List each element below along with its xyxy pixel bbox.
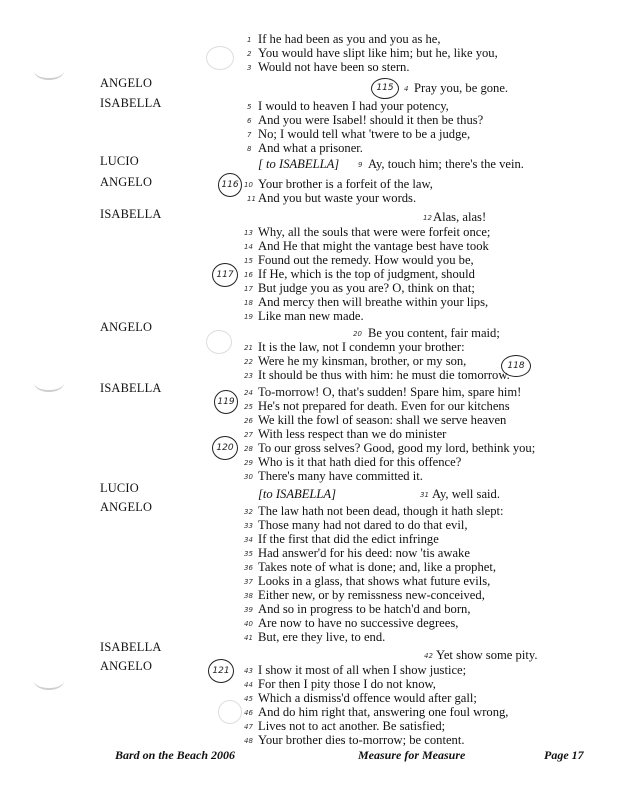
- script-line: [0, 367, 634, 383]
- line-number: 7: [247, 131, 252, 139]
- line-text: No; I would tell what 'twere to be a judge,: [258, 127, 471, 141]
- line-text: He's not prepared for death. Even for our kitchens: [258, 399, 510, 413]
- line-number: 1: [247, 36, 252, 44]
- line-text: Why, all the souls that were were forfeit once;: [258, 225, 491, 239]
- line-text: Those many had not dared to do that evil,: [258, 518, 468, 532]
- line-text: Like man new made.: [258, 309, 364, 323]
- line-ref-circle: 116: [218, 173, 242, 197]
- line-text: Alas, alas!: [433, 210, 487, 224]
- speaker-name: ANGELO: [100, 659, 153, 673]
- line-number: 40: [244, 620, 253, 628]
- line-text: Be you content, fair maid;: [368, 326, 500, 340]
- line-number: 37: [244, 578, 253, 586]
- script-line: [0, 190, 634, 206]
- line-number: 18: [244, 299, 253, 307]
- speaker-name: ISABELLA: [100, 96, 162, 110]
- line-text: If the first that did the edict infringe: [258, 532, 439, 546]
- script-line: [0, 209, 634, 225]
- line-number: 45: [244, 695, 253, 703]
- line-text: The law hath not been dead, though it hath slept:: [258, 504, 504, 518]
- line-text: Lives not to act another. Be satisfied;: [258, 719, 446, 733]
- line-ref-circle: 120: [212, 436, 238, 460]
- line-ref-circle: 118: [501, 355, 531, 377]
- line-text: And you but waste your words.: [258, 191, 417, 205]
- line-number: 17: [244, 285, 253, 293]
- line-text: But judge you as you are? O, think on that;: [258, 281, 475, 295]
- line-text: And He that might the vantage best have took: [258, 239, 489, 253]
- line-text: I would to heaven I had your potency,: [258, 99, 449, 113]
- line-number: 30: [244, 473, 253, 481]
- line-number: 29: [244, 459, 253, 467]
- line-number: 14: [244, 243, 253, 251]
- line-text: And so in progress to be hatch'd and born,: [258, 602, 471, 616]
- speaker-name: LUCIO: [100, 481, 139, 495]
- script-line: [0, 156, 634, 172]
- footer-play-title: Measure for Measure: [358, 748, 466, 762]
- line-number: 27: [244, 431, 253, 439]
- line-number: 31: [420, 491, 429, 499]
- script-line: [0, 80, 634, 96]
- line-number: 20: [353, 330, 362, 338]
- line-number: 43: [244, 667, 253, 675]
- line-text: Looks in a glass, that shows what future evils,: [258, 574, 491, 588]
- speaker-name: ISABELLA: [100, 640, 162, 654]
- line-text: If he had been as you and you as he,: [258, 32, 441, 46]
- line-number: 10: [244, 181, 253, 189]
- line-number: 11: [247, 195, 256, 203]
- line-ref-circle: 119: [214, 390, 238, 414]
- line-text: If He, which is the top of judgment, should: [258, 267, 475, 281]
- line-text: To our gross selves? Good, good my lord, bethink you;: [258, 441, 536, 455]
- line-number: 24: [244, 389, 253, 397]
- line-number: 21: [244, 344, 253, 352]
- line-number: 15: [244, 257, 253, 265]
- line-number: 46: [244, 709, 253, 717]
- speaker-name: ISABELLA: [100, 381, 162, 395]
- line-text: Who is it that hath died for this offence?: [258, 455, 462, 469]
- line-text: To-morrow! O, that's sudden! Spare him, spare him!: [258, 385, 522, 399]
- line-text: Pray you, be gone.: [414, 81, 509, 95]
- script-line: [0, 308, 634, 324]
- script-line: [0, 59, 634, 75]
- line-number: 13: [244, 229, 253, 237]
- line-text: It should be thus with him: he must die tomorrow.: [258, 368, 510, 382]
- line-text: Either new, or by remissness new-conceived,: [258, 588, 485, 602]
- line-number: 2: [247, 50, 252, 58]
- line-text: And mercy then will breathe within your lips,: [258, 295, 489, 309]
- stage-direction: [to ISABELLA]: [258, 487, 337, 501]
- script-line: [0, 468, 634, 484]
- line-number: 38: [244, 592, 253, 600]
- line-text: Would not have been so stern.: [258, 60, 410, 74]
- line-text: Had answer'd for his deed: now 'tis awake: [258, 546, 470, 560]
- line-ref-circle: 115: [371, 78, 399, 99]
- line-number: 32: [244, 508, 253, 516]
- line-number: 6: [247, 117, 252, 125]
- speaker-name: ANGELO: [100, 175, 153, 189]
- line-text: I show it most of all when I show justice;: [258, 663, 467, 677]
- script-line: [0, 732, 634, 748]
- line-text: And what a prisoner.: [258, 141, 363, 155]
- line-number: 28: [244, 445, 253, 453]
- line-number: 22: [244, 358, 253, 366]
- line-number: 16: [244, 271, 253, 279]
- line-text: Takes note of what is done; and, like a prophet,: [258, 560, 496, 574]
- footer-page-number: Page 17: [544, 748, 584, 762]
- line-text: Were he my kinsman, brother, or my son,: [258, 354, 467, 368]
- line-number: 4: [404, 85, 409, 93]
- line-number: 5: [247, 103, 252, 111]
- line-text: But, ere they live, to end.: [258, 630, 386, 644]
- script-line: [0, 647, 634, 663]
- line-number: 39: [244, 606, 253, 614]
- script-line: [0, 629, 634, 645]
- line-text: And do him right that, answering one foul wrong,: [258, 705, 509, 719]
- line-number: 42: [424, 652, 433, 660]
- line-number: 36: [244, 564, 253, 572]
- line-number: 41: [244, 634, 253, 642]
- script-line: [0, 140, 634, 156]
- speaker-name: ANGELO: [100, 76, 153, 90]
- footer-production: Bard on the Beach 2006: [115, 748, 236, 762]
- line-ref-circle: 117: [212, 263, 238, 287]
- line-text: It is the law, not I condemn your brother:: [258, 340, 465, 354]
- speaker-name: ANGELO: [100, 500, 153, 514]
- line-ref-circle: 121: [208, 659, 234, 683]
- line-number: 12: [423, 214, 432, 222]
- line-text: Your brother is a forfeit of the law,: [258, 177, 433, 191]
- speaker-name: ISABELLA: [100, 207, 162, 221]
- line-text: We kill the fowl of season: shall we serve heaven: [258, 413, 507, 427]
- line-number: 48: [244, 737, 253, 745]
- line-number: 33: [244, 522, 253, 530]
- line-number: 35: [244, 550, 253, 558]
- speaker-name: ANGELO: [100, 320, 153, 334]
- line-text: Yet show some pity.: [436, 648, 538, 662]
- line-number: 23: [244, 372, 253, 380]
- line-text: With less respect than we do minister: [258, 427, 447, 441]
- script-line: [0, 486, 634, 502]
- line-text: Are now to have no successive degrees,: [258, 616, 459, 630]
- line-text: Found out the remedy. How would you be,: [258, 253, 474, 267]
- stage-direction: [ to ISABELLA]: [258, 157, 340, 171]
- line-text: There's many have committed it.: [258, 469, 423, 483]
- line-number: 44: [244, 681, 253, 689]
- line-number: 34: [244, 536, 253, 544]
- line-text: Your brother dies to-morrow; be content.: [258, 733, 465, 747]
- speaker-name: LUCIO: [100, 154, 139, 168]
- line-number: 19: [244, 313, 253, 321]
- line-number: 3: [247, 64, 252, 72]
- line-number: 26: [244, 417, 253, 425]
- line-text: For then I pity those I do not know,: [258, 677, 436, 691]
- line-text: Ay, touch him; there's the vein.: [368, 157, 524, 171]
- line-text: Ay, well said.: [432, 487, 500, 501]
- line-text: Which a dismiss'd offence would after gall;: [258, 691, 477, 705]
- line-text: You would have slipt like him; but he, like you,: [258, 46, 498, 60]
- line-number: 25: [244, 403, 253, 411]
- line-text: And you were Isabel! should it then be thus?: [258, 113, 484, 127]
- line-number: 9: [358, 161, 363, 169]
- line-number: 8: [247, 145, 252, 153]
- line-number: 47: [244, 723, 253, 731]
